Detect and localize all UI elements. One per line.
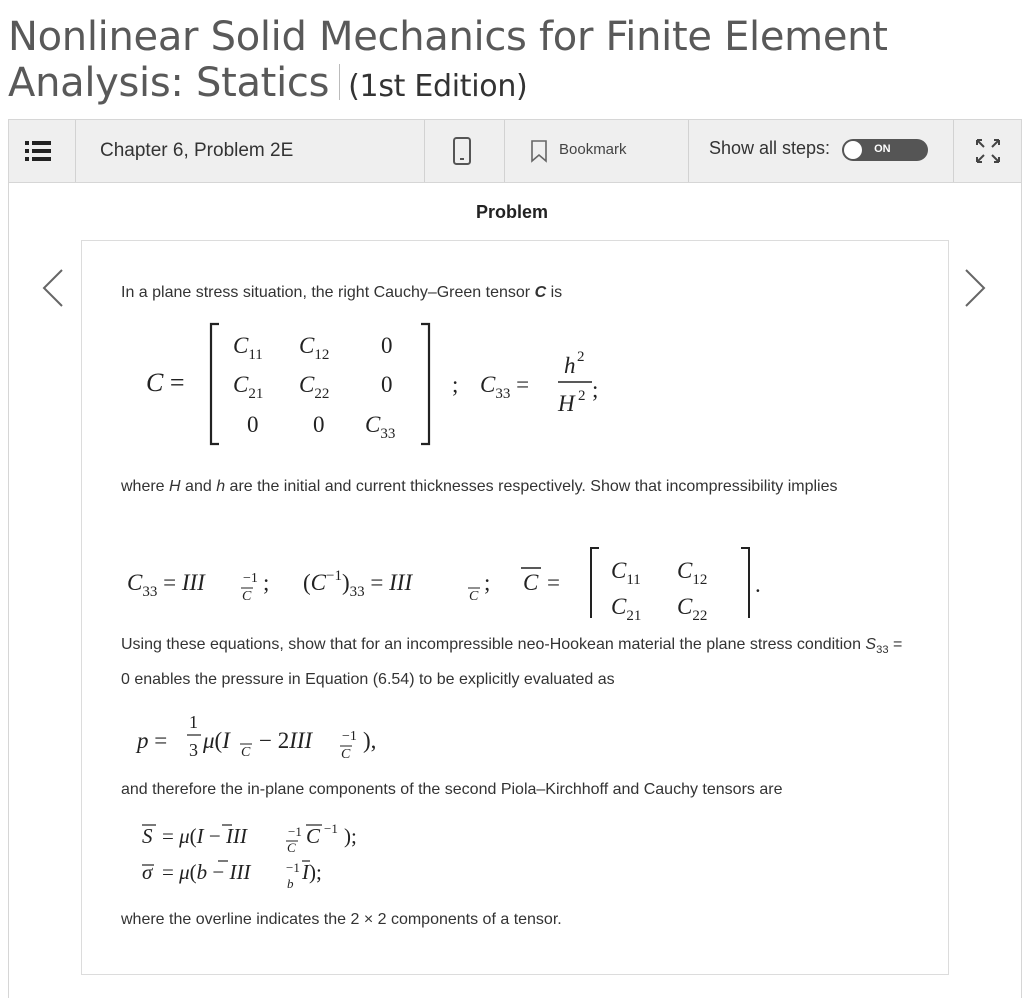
svg-text:= μ(I − III: = μ(I − III [162,824,247,848]
toolbar-divider [504,120,505,182]
problem-text-5: where the overline indicates the 2 × 2 components of a tensor. [121,911,562,928]
svg-text:C: C [241,745,251,760]
svg-text:2: 2 [577,349,585,365]
svg-text:.: . [755,572,761,597]
svg-text:μ(I: μ(I [203,728,230,753]
svg-text:− 2III: − 2III [259,728,313,753]
equation-c-matrix [205,322,445,448]
equation-c33 [450,345,620,421]
bookmark-button[interactable] [529,120,627,182]
svg-text:C: C [306,824,321,848]
svg-text:C33 =: $C_{33}$ = [480,372,530,402]
chevron-right-icon[interactable] [962,266,990,310]
svg-text:C: C [469,589,479,604]
svg-text:p =: p = [137,728,168,753]
book-title-line1: Nonlinear Solid Mechanics for Finite Element [8,14,888,60]
title-divider [339,64,340,100]
svg-text:C33 = III: $C_{33}$ = III [127,570,205,600]
bookmark-label: Bookmark [559,140,627,158]
svg-text:C22: $C_{22}$ [299,372,330,402]
svg-text:C: C [242,589,252,604]
svg-text:h: h [564,353,576,378]
toolbar-divider [75,120,76,182]
svg-text:),: ), [363,728,377,753]
svg-text:C12: $C_{12}$ [677,558,708,588]
chevron-left-icon[interactable] [38,266,66,310]
book-title [8,14,888,110]
svg-text:;: ; [263,570,270,595]
svg-text:−1: −1 [243,571,258,586]
svg-text:C: C [523,570,539,595]
svg-text:C22: $C_{22}$ [677,594,708,620]
problem-text-3: Using these equations, show that for an incompressible neo-Hookean material the plane stress condition $S_{33} = 0$ enables the pressure in Equation (6.54) to be explicitly evaluated as [121,636,903,689]
equation-pressure [135,704,435,774]
equation-c-lhs: C = [146,368,185,397]
svg-text:C11: $C_{11}$ [233,333,263,363]
svg-text:0: 0 [381,333,393,358]
toolbar [8,119,1022,183]
svg-text:C12: $C_{12}$ [299,333,330,363]
problem-text-1: In a plane stress situation, the right Cauchy–Green tensor C is [121,284,563,301]
toolbar-divider [688,120,689,182]
toolbar-divider [953,120,954,182]
svg-text:C21: $C_{21}$ [233,372,264,402]
equation-stresses [140,815,440,895]
toggle-label: ON [874,143,891,155]
show-all-steps [709,120,928,182]
svg-text:C21: $C_{21}$ [611,594,642,620]
list-icon[interactable] [23,120,53,182]
svg-text:= μ(b − III: = μ(b − III [162,860,251,884]
expand-icon[interactable] [974,120,1002,182]
problem-text-4: and therefore the in-plane components of the second Piola–Kirchhoff and Cauchy tensors are [121,781,783,798]
svg-text:b: b [287,876,294,891]
book-edition: (1st Edition) [348,69,528,104]
svg-text:−1: −1 [286,860,300,875]
svg-text:(C−1)33 = III: $(C^{-1})_{33}$ = III [303,568,413,600]
svg-text:);: ); [344,824,357,848]
svg-text:;: ; [592,377,599,402]
show-steps-toggle[interactable] [842,139,928,161]
svg-text:0: 0 [381,372,393,397]
book-title-line2: Analysis: Statics [8,60,330,106]
svg-text:3: 3 [189,740,198,760]
equation-incompressibility [125,540,785,620]
svg-text:1: 1 [189,712,198,732]
svg-text:C: C [341,747,351,762]
problem-text-2: where H and h are the initial and current thicknesses respectively. Show that incompressibility implies [121,478,838,495]
bookmark-icon [529,139,549,163]
mobile-icon[interactable] [452,120,472,182]
svg-text:C11: $C_{11}$ [611,558,641,588]
svg-text:;: ; [452,372,459,397]
svg-text:C: C [287,840,296,855]
svg-text:S: S [142,824,153,848]
toggle-knob [844,141,862,159]
toolbar-divider [424,120,425,182]
svg-text:H: H [558,391,575,416]
svg-text:C33: $C_{33}$ [365,412,396,442]
svg-text:−1: −1 [288,824,302,839]
svg-text:2: 2 [578,388,586,404]
svg-text:0: 0 [313,412,325,437]
svg-text:I);: I); [302,860,322,884]
svg-text:=: = [547,570,560,595]
show-steps-label: Show all steps: [709,137,831,158]
problem-heading: Problem [475,202,549,222]
svg-text:−1: −1 [342,729,357,744]
svg-text:σ: σ [142,860,153,884]
svg-text:−1: −1 [324,821,338,836]
chapter-label: Chapter 6, Problem 2E [100,140,294,161]
svg-text:;: ; [484,570,491,595]
svg-text:0: 0 [247,412,259,437]
